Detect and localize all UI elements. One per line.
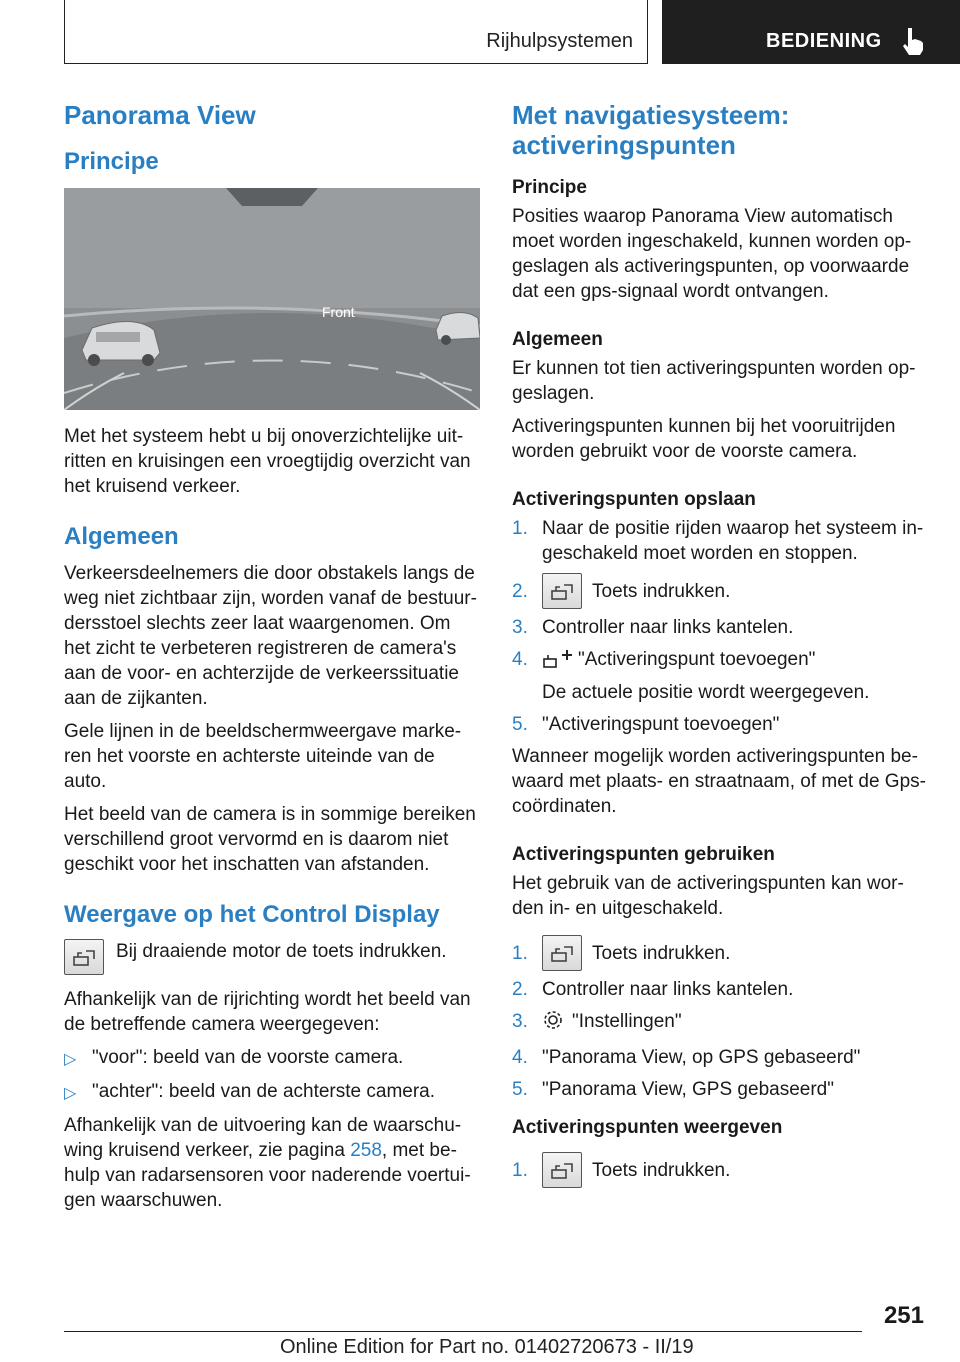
list-item: 2. Toets indrukken. [512,573,926,609]
list-item-subtext: De actuele positie wordt weergegeven. [542,682,870,703]
right-column [512,100,926,1194]
nav-general-paragraph-1: Er kunnen tot tien activeringspunten worden op-geslagen. [512,358,916,404]
camera-front-label: Front [322,304,355,320]
page-title: Panorama View [64,100,256,130]
list-item: 2. Controller naar links kantelen. [512,979,794,1000]
principle-text: Met het systeem hebt u bij onoverzichtelijke uit-ritten en kruisingen een vroegtijdig overzicht van het kruisend verkeer. [64,426,471,497]
triangle-bullet-icon: ▷ [64,1051,77,1068]
general-paragraph-3: Het beeld van de camera is in sommige bereiken verschillend groot vervormd en is daarom niet geschikt voor het inschatten van afstanden. [64,804,476,875]
header-section-box [64,0,648,64]
header-chapter-title: BEDIENING [766,30,882,52]
warning-paragraph: Afhankelijk van de uitvoering kan de waarschu-wing kruisend verkeer, zie pagina 258, met be-hulp van radarsensoren voor naderende voertui-gen waarschuwen. [64,1115,471,1211]
general-heading: Algemeen [64,523,179,550]
triangle-bullet-icon: ▷ [64,1085,77,1102]
left-column [64,100,480,1221]
list-item: 5. "Activeringspunt toevoegen" [512,714,780,735]
nav-principle-heading: Principe [512,177,587,198]
general-paragraph-1: Verkeersdeelnemers die door obstakels langs de weg niet zichtbaar zijn, worden vanaf de bestuur-dersstoel slechts zeer laat waargenomen. Om het zicht te verbeteren registreren de camera's aan de voor- en achterzijde de verkeerssituatie aan de zijkanten. [64,563,477,709]
list-item: 3. Controller naar links kantelen. [512,617,794,638]
camera-button-icon [542,1152,582,1188]
bullet-text: "achter": beeld van de achterste camera. [92,1081,436,1102]
header-section-title: Rijhulpsystemen [486,30,633,52]
page-number: 251 [883,1302,924,1329]
show-heading: Activeringspunten weergeven [512,1117,783,1138]
list-item: 5. "Panorama View, GPS gebaseerd" [512,1079,834,1100]
nav-general-heading: Algemeen [512,329,603,350]
display-paragraph: Afhankelijk van de rijrichting wordt het beeld van de betreffende camera weergegeven: [64,989,471,1035]
footer-edition: Online Edition for Part no. 01402720673 - II/19 [280,1336,694,1358]
list-item: 1. Toets indrukken. [512,1152,926,1188]
list-item: 1. Toets indrukken. [512,935,926,971]
list-item: 4. "Panorama View, op GPS gebaseerd" [512,1047,861,1068]
camera-view-image [64,188,480,410]
display-heading: Weergave op het Control Display [64,901,440,928]
camera-button-icon [64,939,104,975]
list-item: 3. "Instellingen" [512,1009,926,1038]
footer-divider [64,1331,862,1332]
nav-title: Met navigatiesysteem: activeringspunten [512,100,790,160]
list-item [64,1045,480,1072]
nav-general-paragraph-2: Activeringspunten kunnen bij het vooruitrijden worden gebruikt voor de voorste camera. [512,416,896,462]
list-item: 4. "Activeringspunt toevoegen" [512,647,926,676]
use-heading: Activeringspunten gebruiken [512,844,775,865]
car-left-shape [82,321,160,366]
pointing-hand-icon [900,26,926,61]
add-point-icon [542,647,578,676]
bullet-text: "voor": beeld van de voorste camera. [92,1047,404,1068]
header-chapter-tab [662,0,960,64]
page-link[interactable]: 258 [350,1140,382,1161]
list-item: 1. Naar de positie rijden waarop het systeem in-geschakeld moet worden en stoppen. [512,518,924,564]
camera-button-icon [542,935,582,971]
display-step [64,939,480,975]
save-after-paragraph: Wanneer mogelijk worden activeringspunten be-waard met plaats- en straatnaam, of met de Gps-coördinaten. [512,746,926,817]
gear-icon [542,1009,572,1038]
camera-button-icon [542,573,582,609]
display-step-text: Bij draaiende motor de toets indrukken. [116,941,447,962]
general-paragraph-2: Gele lijnen in de beeldschermweergave marke-ren het voorste en achterste uiteinde van de auto. [64,721,462,792]
nav-principle-text: Posities waarop Panorama View automatisch moet worden ingeschakeld, kunnen worden op-geslagen als activeringspunten, op voorwaarde dat een gps-signaal wordt ontvangen. [512,206,912,302]
list-item [64,1079,480,1106]
save-heading: Activeringspunten opslaan [512,489,756,510]
principle-heading: Principe [64,148,159,175]
use-paragraph: Het gebruik van de activeringspunten kan wor-den in- en uitgeschakeld. [512,873,904,919]
